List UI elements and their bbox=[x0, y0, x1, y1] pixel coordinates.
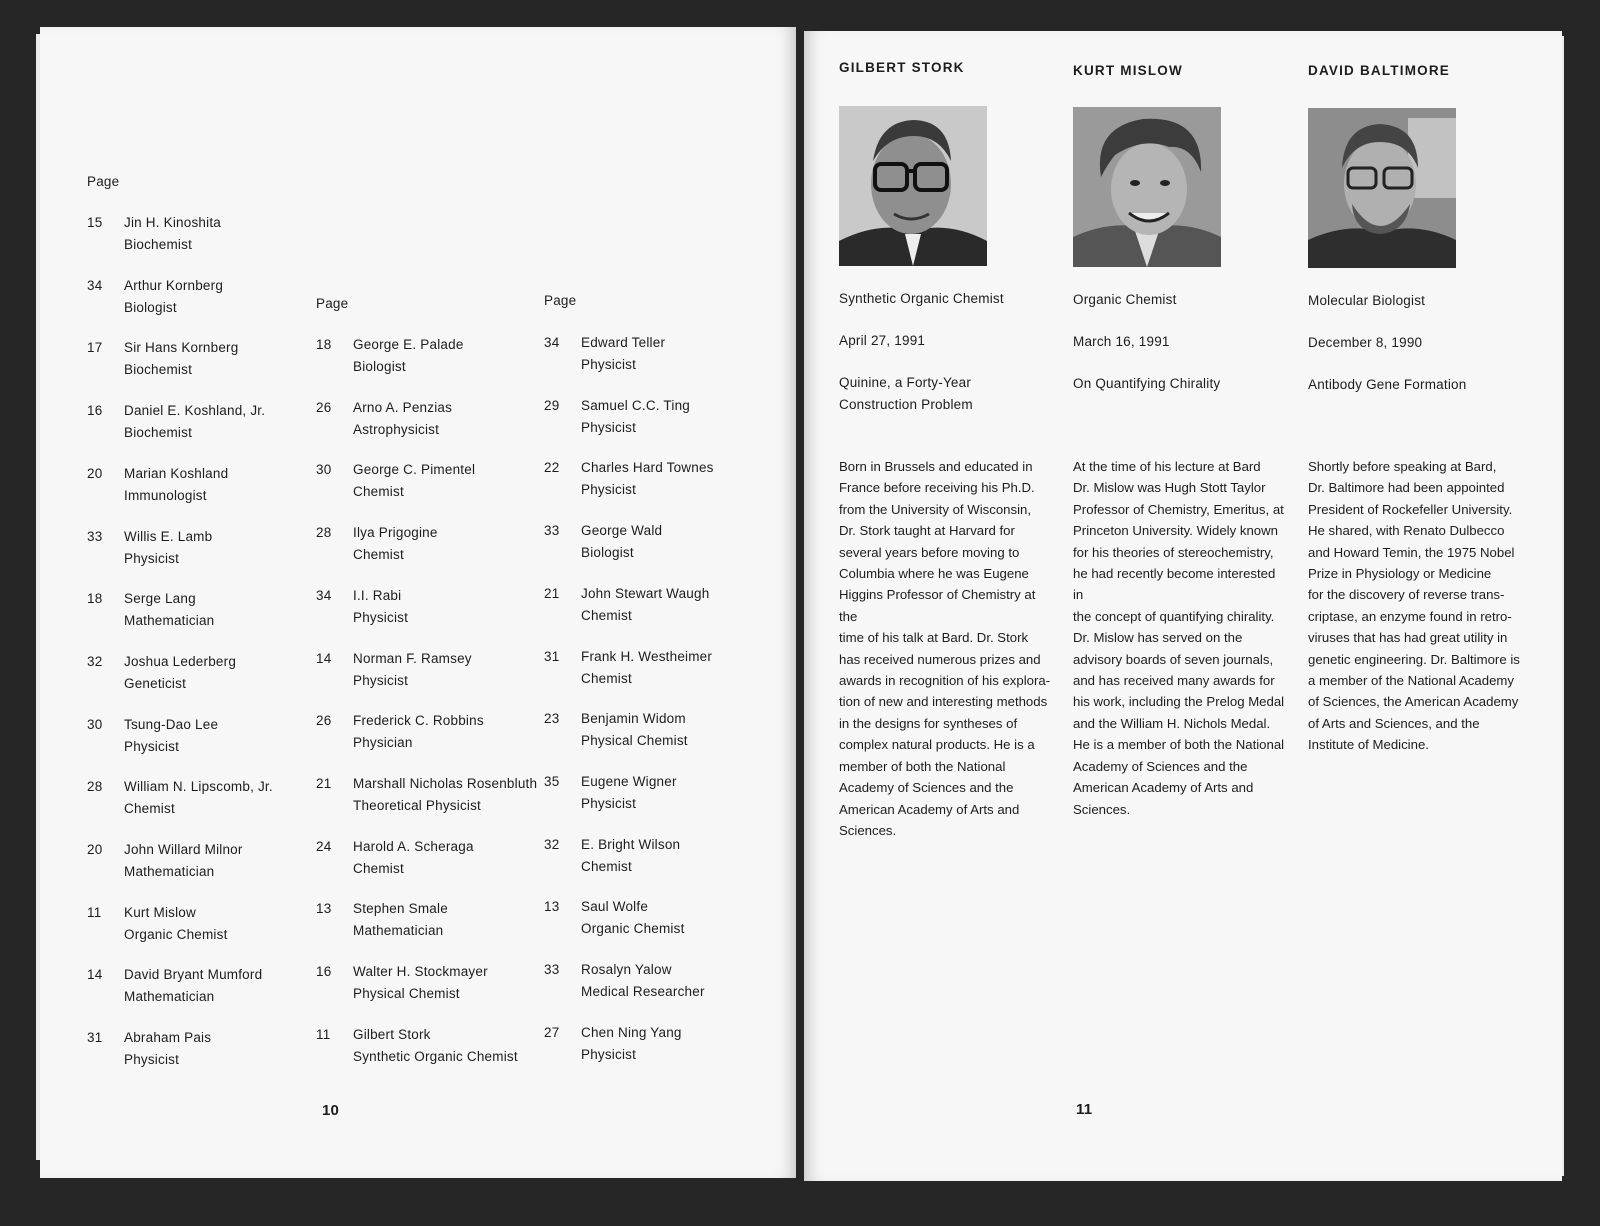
entry-name: I.I. Rabi bbox=[353, 588, 402, 603]
bio-line: and the William H. Nichols Medal. bbox=[1073, 715, 1271, 731]
entry-page-number: 27 bbox=[544, 1025, 560, 1040]
entry-page-number: 30 bbox=[316, 462, 332, 477]
entry-page-number: 11 bbox=[316, 1027, 331, 1042]
entry-page-number: 35 bbox=[544, 774, 560, 789]
bio-line: from the University of Wisconsin, bbox=[839, 501, 1032, 517]
profile-field: Organic Chemist bbox=[1073, 292, 1177, 307]
entry-name: Edward Teller bbox=[581, 335, 666, 350]
entry-name: John Stewart Waugh bbox=[581, 586, 710, 601]
entry-name-role bbox=[124, 651, 236, 694]
entry-name: Stephen Smale bbox=[353, 901, 448, 916]
entry-name: Saul Wolfe bbox=[581, 899, 649, 914]
entry-name-role bbox=[124, 588, 214, 631]
entry-page-number: 17 bbox=[87, 340, 103, 355]
bio-line: for his theories of stereochemistry, bbox=[1073, 544, 1274, 560]
entry-name: Benjamin Widom bbox=[581, 711, 686, 726]
entry-name: Ilya Prigogine bbox=[353, 525, 438, 540]
bio-line: and has received many awards for bbox=[1073, 673, 1275, 689]
entry-role: Biochemist bbox=[124, 361, 193, 377]
entry-page-number: 20 bbox=[87, 842, 103, 857]
entry-page-number: 30 bbox=[87, 717, 103, 732]
bio-line: viruses that has had great utility in bbox=[1308, 630, 1508, 646]
entry-page-number: 34 bbox=[544, 335, 560, 350]
entry-name: Arno A. Penzias bbox=[353, 400, 453, 415]
entry-name-role bbox=[353, 648, 472, 691]
entry-role: Immunologist bbox=[124, 487, 207, 503]
entry-name-role bbox=[353, 522, 438, 565]
entry-name-role bbox=[581, 708, 688, 751]
entry-role: Biologist bbox=[124, 299, 177, 315]
entry-name-role bbox=[124, 526, 212, 569]
entry-role: Chemist bbox=[581, 607, 632, 623]
left-page bbox=[40, 27, 796, 1178]
entry-page-number: 21 bbox=[544, 586, 560, 601]
entry-page-number: 32 bbox=[87, 654, 103, 669]
entry-name-role bbox=[353, 961, 488, 1004]
entry-name-role bbox=[353, 773, 537, 816]
entry-page-number: 32 bbox=[544, 837, 560, 852]
entry-role: Physicist bbox=[581, 356, 637, 372]
entry-role: Chemist bbox=[353, 546, 404, 562]
entry-name: Tsung-Dao Lee bbox=[124, 717, 219, 732]
entry-page-number: 16 bbox=[316, 964, 332, 979]
bio-line: Dr. Mislow has served on the bbox=[1073, 630, 1243, 646]
entry-role: Chemist bbox=[581, 670, 632, 686]
entry-name: William N. Lipscomb, Jr. bbox=[124, 779, 273, 794]
entry-role: Medical Researcher bbox=[581, 983, 705, 999]
column-header: Page bbox=[87, 174, 120, 189]
entry-page-number: 31 bbox=[544, 649, 560, 664]
entry-name-role bbox=[353, 1024, 518, 1067]
bio-line: Born in Brussels and educated in bbox=[839, 459, 1033, 474]
bio-line: Academy of Sciences and the bbox=[839, 780, 1014, 796]
portrait-photo bbox=[1308, 108, 1456, 268]
entry-role: Physical Chemist bbox=[581, 732, 688, 748]
profile-field: Synthetic Organic Chemist bbox=[839, 291, 1004, 306]
entry-name-role bbox=[124, 212, 221, 255]
entry-name: Gilbert Stork bbox=[353, 1027, 431, 1042]
entry-name-role bbox=[353, 585, 408, 628]
entry-role: Mathematician bbox=[124, 612, 215, 628]
entry-name-role bbox=[581, 771, 677, 814]
entry-page-number: 13 bbox=[544, 899, 560, 914]
entry-role: Physicist bbox=[353, 672, 409, 688]
entry-page-number: 34 bbox=[316, 588, 332, 603]
bio-line: Professor of Chemistry, Emeritus, at bbox=[1073, 501, 1284, 517]
entry-role: Theoretical Physicist bbox=[353, 797, 481, 813]
column-header: Page bbox=[544, 293, 577, 308]
bio-line: advisory boards of seven journals, bbox=[1073, 651, 1274, 667]
bio-line: Columbia where he was Eugene bbox=[839, 566, 1029, 582]
entry-name-role bbox=[353, 836, 474, 879]
entry-name-role bbox=[581, 457, 714, 500]
bio-line: criptase, an enzyme found in retro- bbox=[1308, 608, 1512, 624]
entry-name: E. Bright Wilson bbox=[581, 837, 681, 852]
bio-line: several years before moving to bbox=[839, 544, 1020, 560]
biography bbox=[1308, 456, 1523, 756]
biography bbox=[1073, 456, 1288, 820]
bio-line: Higgins Professor of Chemistry at the bbox=[839, 587, 1036, 624]
bio-line: Dr. Baltimore had been appointed bbox=[1308, 480, 1505, 496]
entry-page-number: 22 bbox=[544, 460, 560, 475]
entry-name: Harold A. Scheraga bbox=[353, 839, 474, 854]
bio-line: France before receiving his Ph.D. bbox=[839, 480, 1035, 496]
entry-name-role bbox=[124, 839, 243, 882]
entry-page-number: 26 bbox=[316, 713, 332, 728]
entry-name-role bbox=[581, 520, 662, 563]
entry-role: Physicist bbox=[124, 1051, 180, 1067]
entry-role: Chemist bbox=[581, 858, 632, 874]
entry-name-role bbox=[124, 714, 218, 757]
entry-name: Walter H. Stockmayer bbox=[353, 964, 488, 979]
entry-name: Sir Hans Kornberg bbox=[124, 340, 239, 355]
entry-name: Rosalyn Yalow bbox=[581, 962, 672, 977]
entry-name-role bbox=[581, 834, 680, 877]
entry-name: Arthur Kornberg bbox=[124, 278, 224, 293]
entry-page-number: 15 bbox=[87, 215, 103, 230]
entry-role: Physicist bbox=[581, 1046, 637, 1062]
entry-name: Frederick C. Robbins bbox=[353, 713, 484, 728]
entry-page-number: 18 bbox=[316, 337, 332, 352]
entry-name-role bbox=[124, 337, 238, 380]
lecture-date: December 8, 1990 bbox=[1308, 335, 1423, 350]
profile-field: Molecular Biologist bbox=[1308, 293, 1426, 308]
entry-name-role bbox=[124, 776, 273, 819]
entry-name-role bbox=[581, 583, 709, 626]
bio-line: and Howard Temin, the 1975 Nobel bbox=[1308, 544, 1515, 560]
bio-line: time of his talk at Bard. Dr. Stork bbox=[839, 630, 1029, 646]
entry-page-number: 14 bbox=[316, 651, 332, 666]
entry-name-role bbox=[124, 902, 228, 945]
entry-role: Chemist bbox=[124, 800, 175, 816]
bio-line: Prize in Physiology or Medicine bbox=[1308, 566, 1492, 582]
bio-line: Princeton University. Widely known bbox=[1073, 523, 1278, 539]
entry-role: Mathematician bbox=[124, 863, 215, 879]
entry-role: Chemist bbox=[353, 860, 404, 876]
entry-name-role bbox=[124, 1027, 211, 1070]
entry-name-role bbox=[353, 710, 484, 753]
entry-page-number: 33 bbox=[544, 523, 560, 538]
entry-name-role bbox=[124, 275, 223, 318]
profile-name: GILBERT STORK bbox=[839, 60, 965, 75]
entry-name: Serge Lang bbox=[124, 591, 196, 606]
entry-role: Chemist bbox=[353, 483, 404, 499]
biography bbox=[839, 456, 1054, 841]
lecture-title: On Quantifying Chirality bbox=[1073, 376, 1221, 391]
entry-name-role bbox=[581, 896, 685, 939]
bio-line: complex natural products. He is a bbox=[839, 737, 1035, 753]
entry-role: Physicist bbox=[581, 795, 637, 811]
entry-role: Biologist bbox=[581, 544, 634, 560]
entry-name: George C. Pimentel bbox=[353, 462, 476, 477]
entry-page-number: 29 bbox=[544, 398, 560, 413]
entry-name: Marian Koshland bbox=[124, 466, 229, 481]
bio-line: a member of the National Academy bbox=[1308, 673, 1514, 689]
bio-line: of Arts and Sciences, and the bbox=[1308, 715, 1480, 731]
bio-line: for the discovery of reverse trans- bbox=[1308, 587, 1505, 603]
portrait-photo bbox=[839, 106, 987, 266]
entry-name-role bbox=[124, 400, 265, 443]
entry-page-number: 20 bbox=[87, 466, 103, 481]
entry-name-role bbox=[581, 332, 665, 375]
entry-page-number: 28 bbox=[316, 525, 332, 540]
bio-line: American Academy of Arts and bbox=[1073, 780, 1254, 796]
page-number: 10 bbox=[322, 1102, 340, 1119]
entry-page-number: 16 bbox=[87, 403, 103, 418]
entry-name-role bbox=[353, 397, 452, 440]
bio-line: tion of new and interesting methods bbox=[839, 694, 1048, 710]
bio-line: American Academy of Arts and bbox=[839, 801, 1020, 817]
bio-line: genetic engineering. Dr. Baltimore is bbox=[1308, 651, 1520, 667]
entry-page-number: 26 bbox=[316, 400, 332, 415]
bio-line: has received numerous prizes and bbox=[839, 651, 1041, 667]
entry-page-number: 23 bbox=[544, 711, 560, 726]
entry-name: George Wald bbox=[581, 523, 663, 538]
entry-name: Charles Hard Townes bbox=[581, 460, 714, 475]
entry-page-number: 14 bbox=[87, 967, 103, 982]
entry-name: Samuel C.C. Ting bbox=[581, 398, 690, 413]
entry-page-number: 33 bbox=[87, 529, 103, 544]
portrait-photo bbox=[1073, 107, 1221, 267]
entry-role: Synthetic Organic Chemist bbox=[353, 1048, 518, 1064]
entry-role: Physicist bbox=[124, 738, 180, 754]
entry-role: Mathematician bbox=[353, 922, 444, 938]
entry-role: Physicist bbox=[124, 550, 180, 566]
entry-name: Daniel E. Koshland, Jr. bbox=[124, 403, 266, 418]
entry-name: Eugene Wigner bbox=[581, 774, 677, 789]
bio-line: of Sciences, the American Academy bbox=[1308, 694, 1519, 710]
entry-role: Biologist bbox=[353, 358, 406, 374]
entry-role: Geneticist bbox=[124, 675, 187, 691]
profile-name: DAVID BALTIMORE bbox=[1308, 63, 1450, 78]
bio-line: member of both the National bbox=[839, 758, 1006, 774]
bio-line: At the time of his lecture at Bard bbox=[1073, 459, 1261, 474]
lecture-date: April 27, 1991 bbox=[839, 333, 926, 348]
entry-role: Biochemist bbox=[124, 424, 193, 440]
lecture-title: Antibody Gene Formation bbox=[1308, 377, 1467, 392]
entry-role: Biochemist bbox=[124, 236, 193, 252]
entry-page-number: 13 bbox=[316, 901, 332, 916]
entry-role: Physicist bbox=[353, 609, 409, 625]
entry-role: Mathematician bbox=[124, 988, 215, 1004]
lecture-date: March 16, 1991 bbox=[1073, 334, 1170, 349]
bio-line: Dr. Mislow was Hugh Stott Taylor bbox=[1073, 480, 1266, 496]
bio-line: Institute of Medicine. bbox=[1308, 737, 1429, 753]
entry-name: Norman F. Ramsey bbox=[353, 651, 472, 666]
entry-role: Astrophysicist bbox=[353, 421, 440, 437]
entry-page-number: 31 bbox=[87, 1030, 103, 1045]
entry-role: Physician bbox=[353, 734, 413, 750]
entry-name: Kurt Mislow bbox=[124, 905, 196, 920]
bio-line: in the designs for syntheses of bbox=[839, 715, 1018, 731]
entry-page-number: 34 bbox=[87, 278, 103, 293]
bio-line: Shortly before speaking at Bard, bbox=[1308, 459, 1497, 474]
entry-name: Chen Ning Yang bbox=[581, 1025, 682, 1040]
entry-role: Physicist bbox=[581, 481, 637, 497]
bio-line: He is a member of both the National bbox=[1073, 737, 1285, 753]
entry-name: Abraham Pais bbox=[124, 1030, 212, 1045]
lecture-title: Quinine, a Forty-Year Construction Problem bbox=[839, 375, 973, 412]
entry-name-role bbox=[353, 334, 464, 377]
entry-role: Physical Chemist bbox=[353, 985, 460, 1001]
entry-name: George E. Palade bbox=[353, 337, 464, 352]
bio-line: He shared, with Renato Dulbecco bbox=[1308, 523, 1505, 539]
entry-name: Frank H. Westheimer bbox=[581, 649, 713, 664]
bio-line: Sciences. bbox=[1073, 801, 1131, 817]
bio-line: Academy of Sciences and the bbox=[1073, 758, 1248, 774]
entry-name: Marshall Nicholas Rosenbluth bbox=[353, 776, 538, 791]
bio-line: Sciences. bbox=[839, 822, 897, 838]
entry-role: Physicist bbox=[581, 419, 637, 435]
bio-line: he had recently become interested in bbox=[1073, 566, 1276, 603]
right-page bbox=[804, 31, 1562, 1181]
entry-name-role bbox=[581, 646, 712, 689]
bio-line: President of Rockefeller University. bbox=[1308, 501, 1513, 517]
entry-page-number: 18 bbox=[87, 591, 103, 606]
entry-name: John Willard Milnor bbox=[124, 842, 243, 857]
entry-page-number: 11 bbox=[87, 905, 102, 920]
entry-name: Joshua Lederberg bbox=[124, 654, 237, 669]
entry-name-role bbox=[124, 463, 228, 506]
entry-name-role bbox=[581, 959, 705, 1002]
entry-page-number: 21 bbox=[316, 776, 332, 791]
entry-name-role bbox=[124, 964, 262, 1007]
bio-line: the concept of quantifying chirality. bbox=[1073, 608, 1275, 624]
profile-name: KURT MISLOW bbox=[1073, 63, 1183, 78]
entry-name-role bbox=[353, 898, 448, 941]
entry-page-number: 28 bbox=[87, 779, 103, 794]
entry-page-number: 24 bbox=[316, 839, 332, 854]
entry-name-role bbox=[581, 395, 690, 438]
entry-name: Willis E. Lamb bbox=[124, 529, 213, 544]
entry-role: Organic Chemist bbox=[581, 920, 685, 936]
column-header: Page bbox=[316, 296, 349, 311]
entry-name-role bbox=[581, 1022, 682, 1065]
entry-role: Organic Chemist bbox=[124, 926, 228, 942]
bio-line: his work, including the Prelog Medal bbox=[1073, 694, 1285, 710]
bio-line: Dr. Stork taught at Harvard for bbox=[839, 523, 1015, 539]
entry-page-number: 33 bbox=[544, 962, 560, 977]
entry-name: Jin H. Kinoshita bbox=[124, 215, 221, 230]
bio-line: awards in recognition of his explora- bbox=[839, 673, 1051, 689]
entry-name: David Bryant Mumford bbox=[124, 967, 263, 982]
page-number: 11 bbox=[1076, 1101, 1093, 1118]
entry-name-role bbox=[353, 459, 475, 502]
